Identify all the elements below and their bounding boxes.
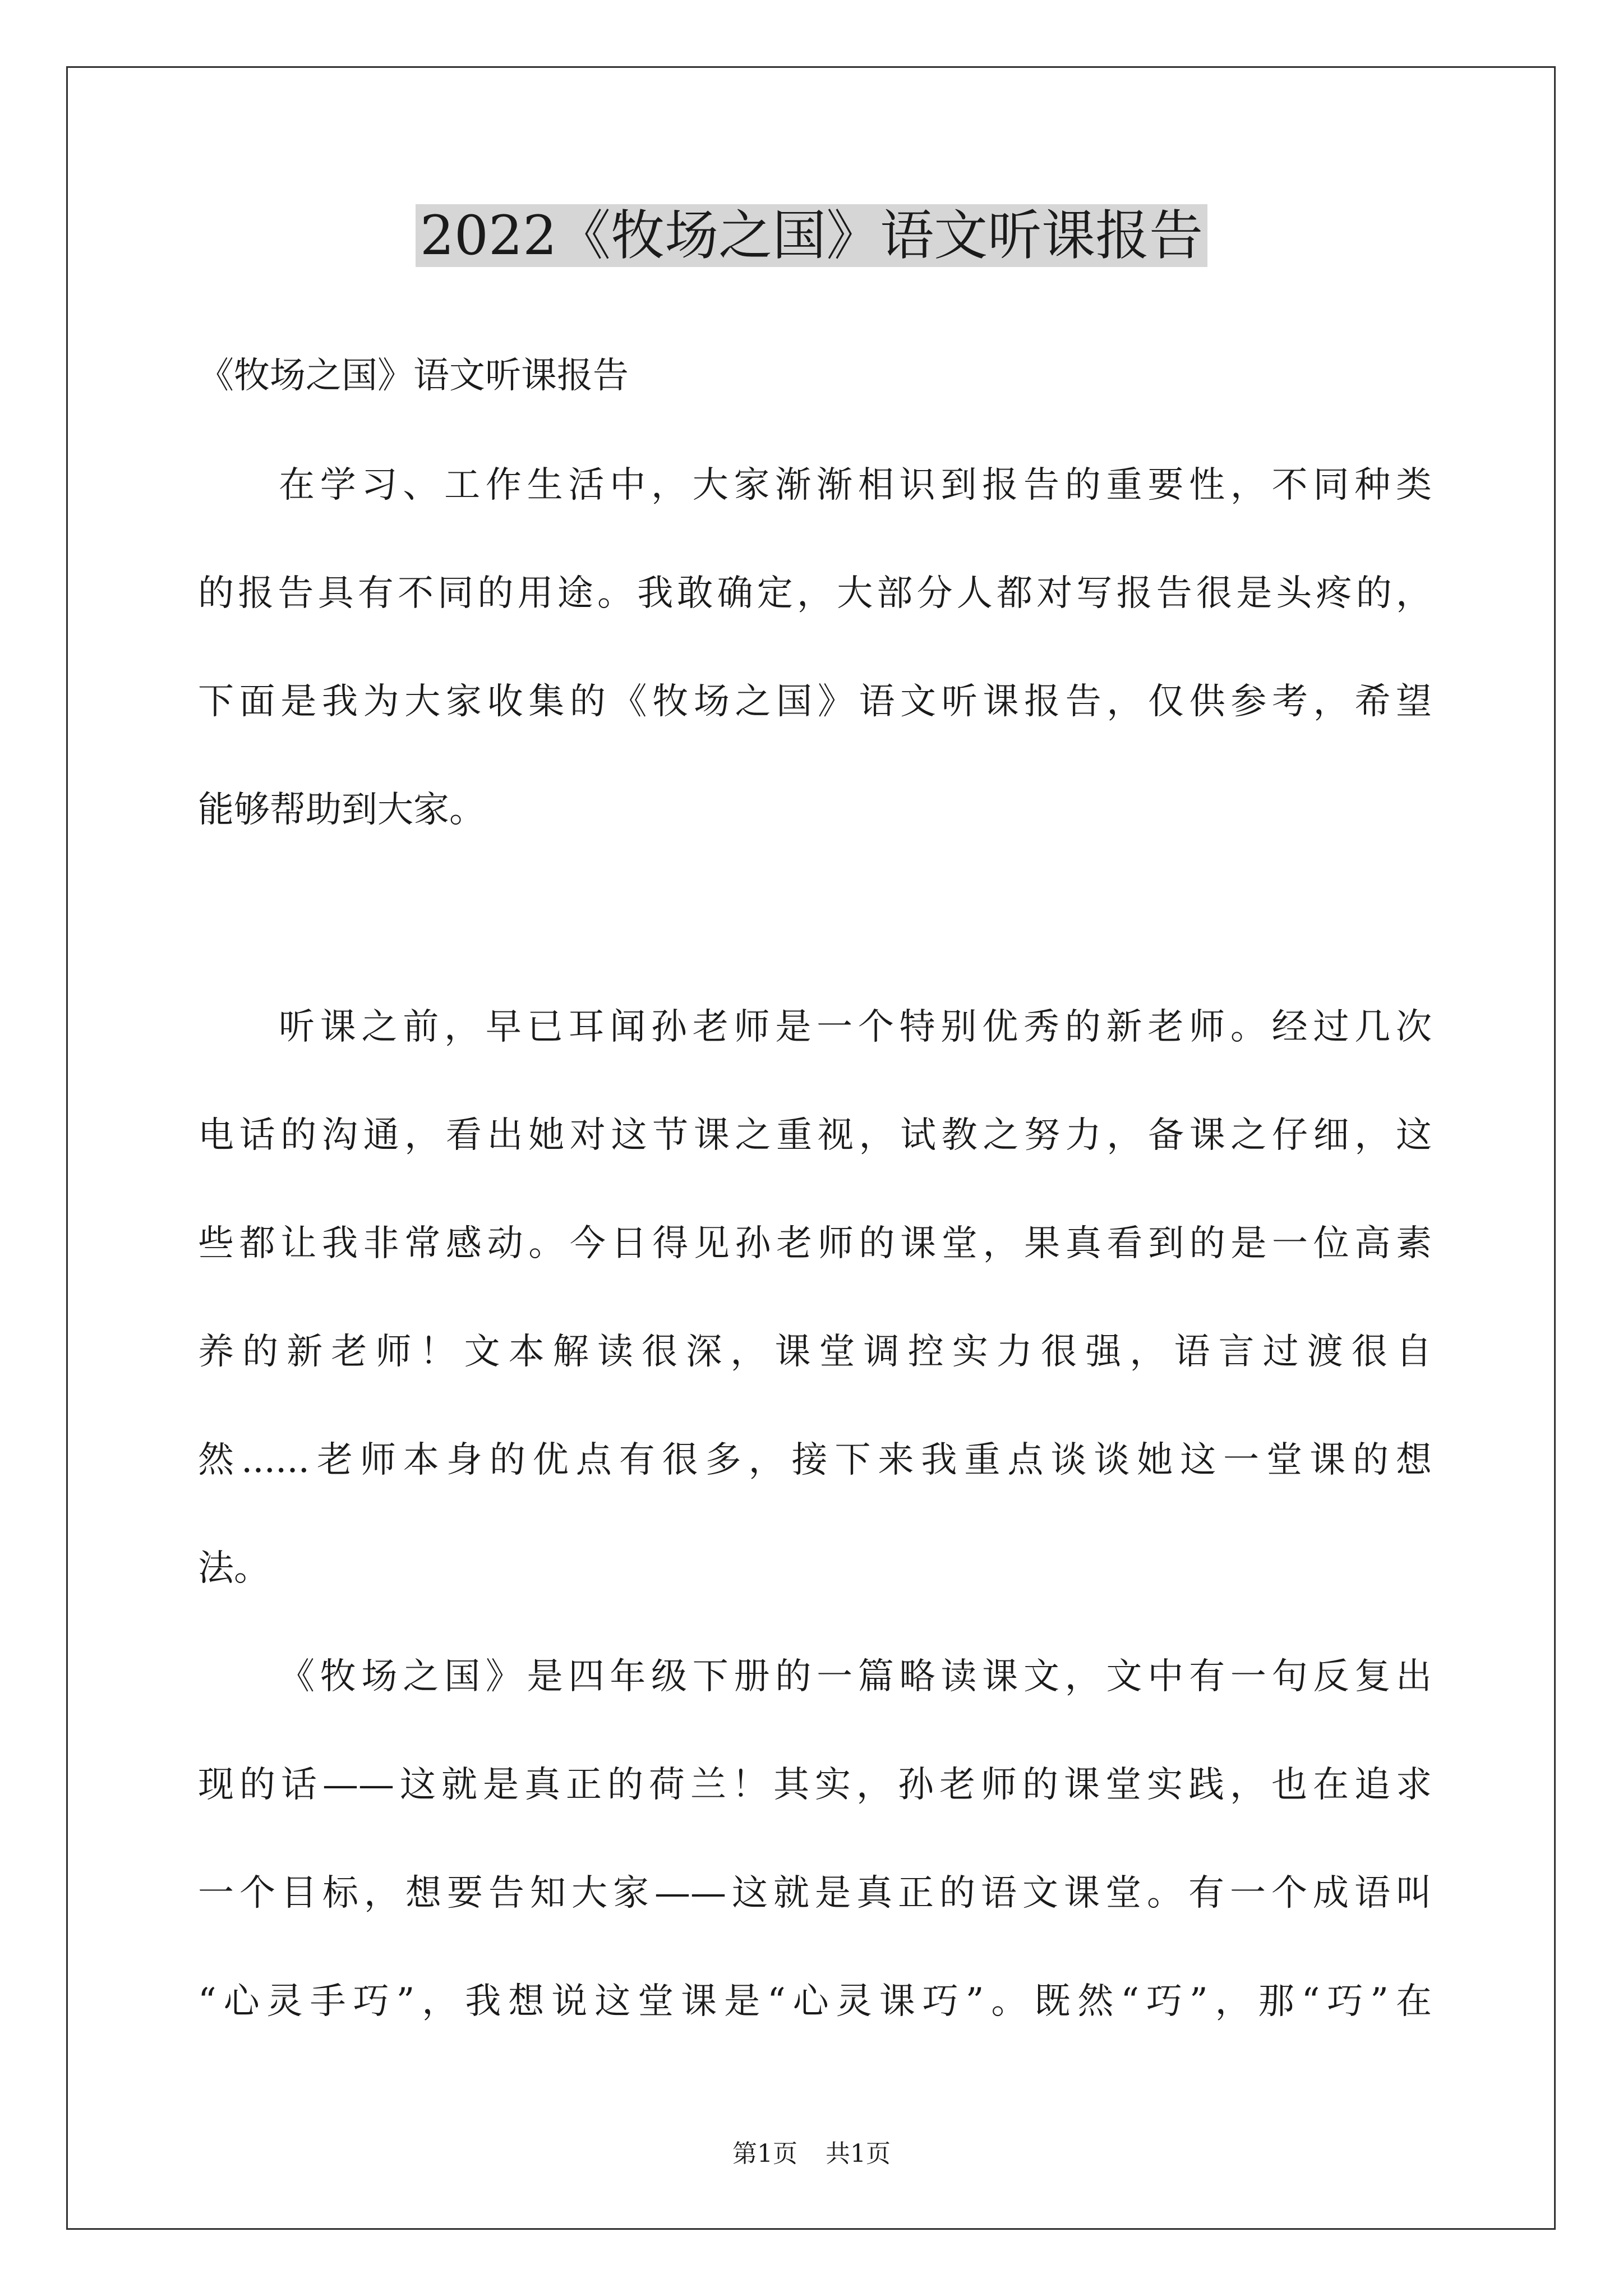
paragraph-1-line-3: 下面是我为大家收集的《牧场之国》语文听课报告，仅供参考，希望 (198, 681, 1432, 723)
paragraph-2-line-1: 听课之前，早已耳闻孙老师是一个特别优秀的新老师。经过几次 (279, 1006, 1432, 1048)
document-subtitle: 《牧场之国》语文听课报告 (198, 355, 629, 397)
page-footer (0, 2137, 1623, 2171)
paragraph-2-line-2: 电话的沟通，看出她对这节课之重视，试教之努力，备课之仔细，这 (198, 1115, 1432, 1156)
paragraph-2-line-3: 些都让我非常感动。今日得见孙老师的课堂，果真看到的是一位高素 (198, 1223, 1432, 1264)
paragraph-3-line-2: 现的话——这就是真正的荷兰！其实，孙老师的课堂实践，也在追求 (198, 1764, 1432, 1806)
page-number-current: 第1页 (732, 2139, 797, 2168)
page-number-total: 共1页 (826, 2139, 891, 2168)
paragraph-3-line-3: 一个目标，想要告知大家——这就是真正的语文课堂。有一个成语叫 (198, 1872, 1432, 1914)
paragraph-2-line-4: 养的新老师！文本解读很深，课堂调控实力很强，语言过渡很自 (198, 1331, 1432, 1373)
document-title (0, 199, 1623, 272)
paragraph-2-line-6: 法。 (198, 1548, 270, 1589)
paragraph-1-line-1: 在学习、工作生活中，大家渐渐相识到报告的重要性，不同种类 (279, 464, 1432, 506)
paragraph-2-line-5: 然......老师本身的优点有很多，接下来我重点谈谈她这一堂课的想 (198, 1439, 1432, 1481)
paragraph-3-line-1: 《牧场之国》是四年级下册的一篇略读课文，文中有一句反复出 (279, 1656, 1432, 1697)
document-title-text: 2022《牧场之国》语文听课报告 (416, 204, 1207, 267)
paragraph-3-line-4: “心灵手巧”，我想说这堂课是“心灵课巧”。既然“巧”，那“巧”在 (198, 1981, 1432, 2022)
paragraph-1-line-4: 能够帮助到大家。 (198, 789, 485, 831)
paragraph-1-line-2: 的报告具有不同的用途。我敢确定，大部分人都对写报告很是头疼的， (198, 573, 1432, 614)
